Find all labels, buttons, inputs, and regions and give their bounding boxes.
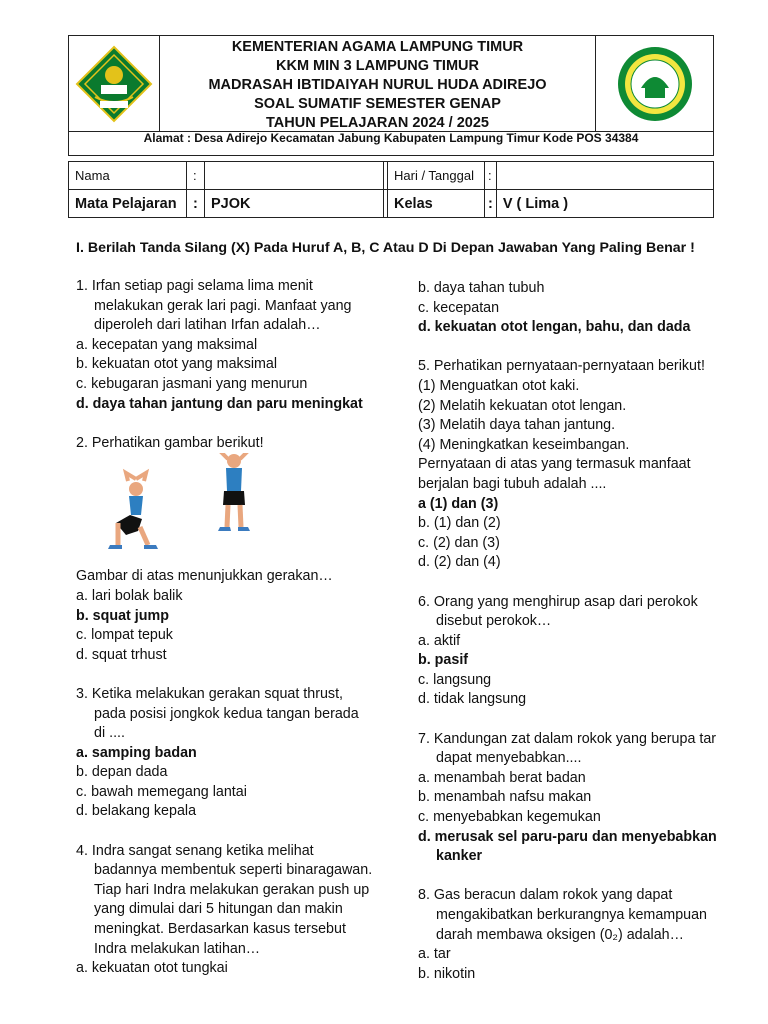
option[interactable]: b. depan dada: [76, 764, 168, 781]
q8-line: mengakibatkan berkurangnya kemampuan: [436, 907, 708, 923]
q4-line: yang dimulai dari 5 hitungan dan makin: [94, 901, 343, 918]
option[interactable]: c. kebugaran jasmani yang menurun: [76, 375, 308, 392]
mapel-value: PJOK: [205, 190, 384, 218]
option-answer-cont: kanker: [436, 848, 483, 865]
option-answer[interactable]: a. samping badan: [76, 744, 197, 761]
option[interactable]: b. menambah nafsu makan: [418, 789, 592, 806]
option[interactable]: a. kekuatan otot tungkai: [76, 960, 228, 977]
kelas-value: V ( Lima ): [496, 190, 713, 218]
q1-line: diperoleh dari latihan Irfan adalah…: [94, 317, 321, 334]
hari-label: Hari / Tanggal: [388, 162, 485, 190]
option[interactable]: c. (2) dan (3): [418, 534, 500, 551]
q1-line: melakukan gerak lari pagi. Manfaat yang: [94, 297, 352, 314]
right-logo-cell: [595, 36, 713, 131]
q7-line: dapat menyebabkan....: [436, 750, 582, 767]
option[interactable]: c. lompat tepuk: [76, 627, 173, 644]
q4-line: badannya membentuk seperti binaragawan.: [94, 862, 373, 879]
option[interactable]: c. menyebabkan kegemukan: [418, 809, 601, 826]
nama-label: Nama: [69, 162, 187, 190]
mapel-label: Mata Pelajaran: [69, 190, 187, 218]
q4-line: meningkat. Berdasarkan kasus tersebut: [94, 921, 346, 938]
school-heading: [159, 36, 596, 131]
left-column: [76, 277, 406, 979]
q7-line: 7. Kandungan zat dalam rokok yang berupa tar: [418, 730, 717, 747]
q3-line: di ....: [94, 725, 125, 742]
option-answer[interactable]: b. pasif: [418, 652, 469, 669]
option-answer[interactable]: b. squat jump: [76, 607, 169, 624]
heading-line: KKM MIN 3 LAMPUNG TIMUR: [276, 58, 479, 74]
option-answer[interactable]: a (1) dan (3): [418, 495, 499, 512]
option-answer[interactable]: d. daya tahan jantung dan paru meningkat: [76, 395, 363, 412]
heading-line: KEMENTERIAN AGAMA LAMPUNG TIMUR: [231, 39, 524, 55]
right-column: [418, 279, 738, 984]
q8-line: 8. Gas beracun dalam rokok yang dapat: [418, 887, 673, 904]
option[interactable]: a. kecepatan yang maksimal: [76, 336, 258, 353]
q3-line: 3. Ketika melakukan gerakan squat thrust,: [76, 685, 344, 702]
exercise-figure: [76, 453, 406, 567]
q5-line: 5. Perhatikan pernyataan-pernyataan berikut!: [418, 358, 705, 375]
heading-line: SOAL SUMATIF SEMESTER GENAP: [254, 96, 501, 112]
option[interactable]: d. belakang kepala: [76, 803, 197, 820]
q5-line: (3) Melatih daya tahan jantung.: [418, 417, 616, 434]
q5-line: Pernyataan di atas yang termasuk manfaat: [418, 456, 691, 473]
heading-line: MADRASAH IBTIDAIYAH NURUL HUDA ADIREJO: [208, 77, 547, 93]
address-line: Alamat : Desa Adirejo Kecamatan Jabung Kabupaten Lampung Timur Kode POS 34384: [69, 131, 713, 157]
nama-field[interactable]: [205, 162, 384, 190]
q3-line: pada posisi jongkok kedua tangan berada: [94, 705, 359, 722]
q5-line: (4) Meningkatkan keseimbangan.: [418, 436, 630, 453]
option[interactable]: b. kekuatan otot yang maksimal: [76, 356, 278, 373]
option[interactable]: b. nikotin: [418, 965, 476, 982]
q6-line: disebut perokok…: [436, 613, 552, 630]
letterhead: [68, 35, 714, 156]
option[interactable]: c. langsung: [418, 671, 492, 688]
q5-line: berjalan bagi tubuh adalah ....: [418, 475, 607, 492]
q5-line: (2) Melatih kekuatan otot lengan.: [418, 397, 627, 414]
colon: :: [187, 162, 205, 190]
option[interactable]: a. tar: [418, 946, 451, 963]
colon: :: [485, 190, 497, 218]
q5-line: (1) Menguatkan otot kaki.: [418, 377, 580, 394]
kelas-label: Kelas: [388, 190, 485, 218]
ministry-logo-icon: [75, 45, 153, 123]
option[interactable]: c. kecepatan: [418, 299, 500, 316]
q8-line: darah membawa oksigen (0₂) adalah…: [436, 926, 684, 943]
heading-line: TAHUN PELAJARAN 2024 / 2025: [266, 115, 489, 131]
student-info-table: [68, 161, 714, 218]
q2-line: Gambar di atas menunjukkan gerakan…: [76, 568, 333, 585]
option[interactable]: c. bawah memegang lantai: [76, 783, 247, 800]
q4-line: Tiap hari Indra melakukan gerakan push up: [94, 881, 370, 898]
option[interactable]: d. tidak langsung: [418, 691, 527, 708]
option[interactable]: d. (2) dan (4): [418, 554, 501, 571]
colon: :: [187, 190, 205, 218]
option[interactable]: a. lari bolak balik: [76, 587, 183, 604]
q1-line: 1. Irfan setiap pagi selama lima menit: [76, 278, 313, 294]
q6-line: 6. Orang yang menghirup asap dari perokok: [418, 593, 698, 610]
instruction: I. Berilah Tanda Silang (X) Pada Huruf A, B, C Atau D Di Depan Jawaban Yang Paling Benar !: [76, 240, 695, 256]
q4-line: 4. Indra sangat senang ketika melihat: [76, 842, 314, 859]
madrasah-logo-icon: [615, 44, 695, 124]
option[interactable]: d. squat trhust: [76, 646, 167, 663]
q4-line: Indra melakukan latihan…: [94, 940, 261, 957]
left-logo-cell: [69, 36, 160, 131]
option-answer[interactable]: d. merusak sel paru-paru dan menyebabkan: [418, 828, 717, 845]
q2-line: 2. Perhatikan gambar berikut!: [76, 434, 264, 451]
option[interactable]: b. (1) dan (2): [418, 515, 501, 532]
option[interactable]: a. menambah berat badan: [418, 769, 586, 786]
squat-jump-illustration-icon: [96, 453, 296, 567]
hari-field[interactable]: [496, 162, 713, 190]
colon: :: [485, 162, 497, 190]
option-answer[interactable]: d. kekuatan otot lengan, bahu, dan dada: [418, 319, 691, 336]
option[interactable]: b. daya tahan tubuh: [418, 280, 545, 296]
option[interactable]: a. aktif: [418, 632, 461, 649]
